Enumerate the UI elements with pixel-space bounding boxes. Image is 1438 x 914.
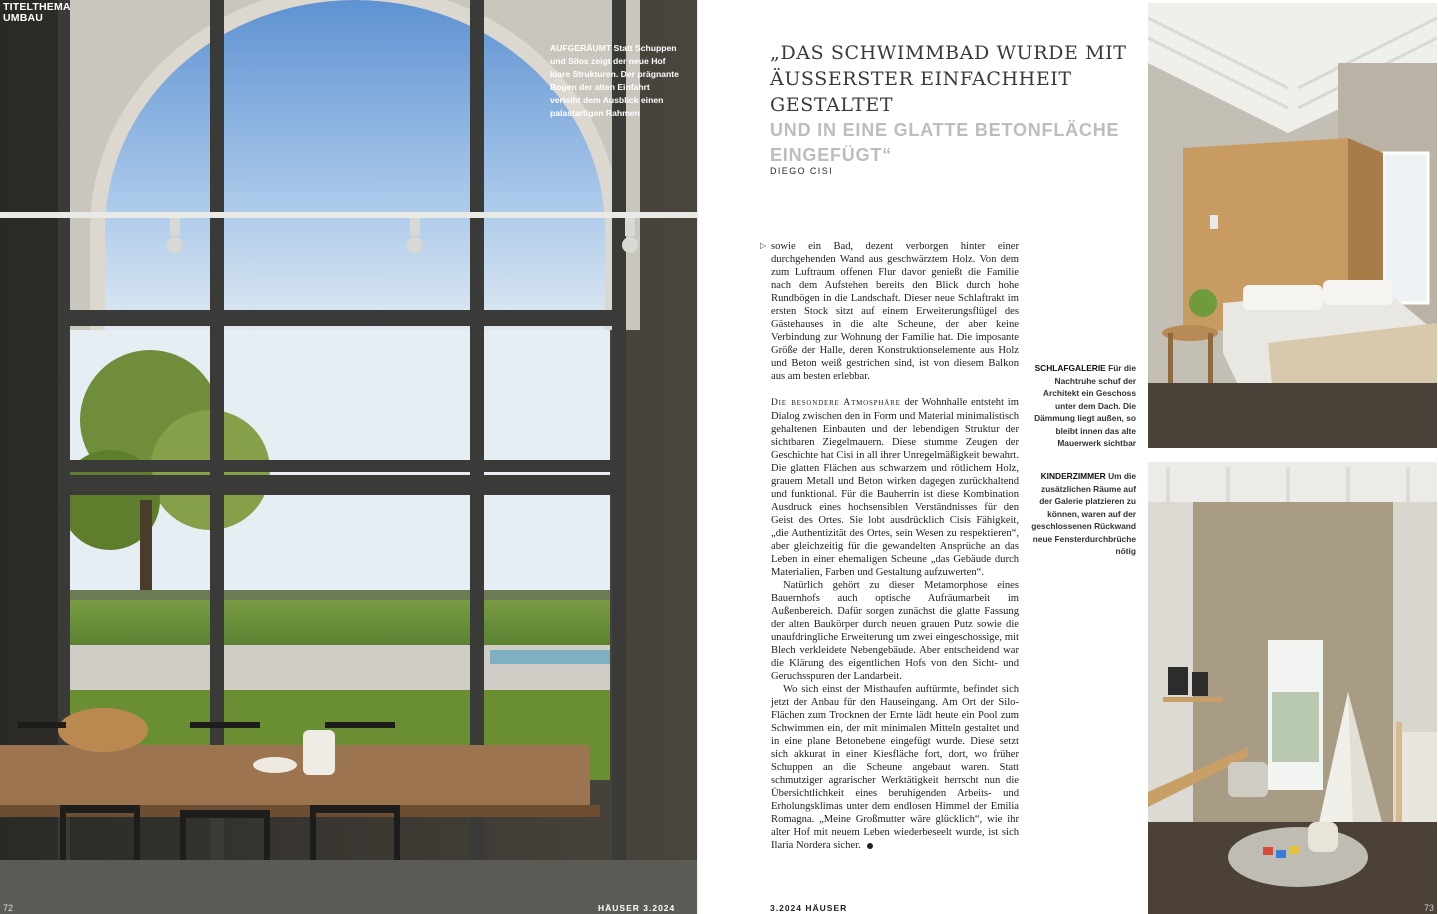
page-gutter	[697, 0, 699, 914]
hall-window-photo	[0, 0, 697, 914]
section-tag-line-2: UMBAU	[3, 12, 44, 24]
bedroom-photo	[1148, 3, 1437, 448]
paragraph-2-lead: Die besondere Atmosphäre	[771, 398, 901, 408]
caption-kidsroom-text: Um die zusätzlichen Räume auf der Galerie platzieren zu können, waren auf der geschlossenen Rückwand neue Fensterdurchbrüche nötig	[1031, 471, 1136, 556]
caption-lead: AUFGERÄUMT	[550, 43, 614, 53]
kids-room-photo	[1148, 462, 1437, 914]
section-tag-line-1: TITELTHEMA	[3, 1, 71, 13]
continuation-arrow-icon: ▷	[760, 241, 767, 250]
end-mark-icon	[867, 843, 873, 849]
caption-kidsroom-lead: KINDERZIMMER	[1040, 471, 1109, 481]
hall-window-illustration	[0, 0, 697, 914]
caption-bedroom-text: Für die Nachtruhe schuf der Architekt ein Geschoss unter dem Dach. Die Dämmung liegt außen, so bleibt innen das alte Mauerwerk sichtbar	[1034, 363, 1136, 448]
paragraph-4-text: Wo sich einst der Misthaufen auftürmte, befindet sich jetzt der Anbau für den Hauseingang. Am Ort der Silo-Flächen zum Trocknen der Ernte lädt heute ein Pool zum Schwimmen ein, der mit minimalen Mitteln gestaltet und in eine plane Betonebene eingefügt wurde. Diese setzt sich akkurat in einer Kiesfläche fort, dort, wo früher Schuppen an die Scheune angebaut waren. Statt schmutziger agrarischer Werktätigkeit herrscht nun die Übersichtlichkeit eines beruhigenden Arbeits- und Erholungsklimas unter dem endlosen Himmel der Emilia Romagna. „Meine Großmutter wäre glücklich“, wie ihr alter Hof mit neuem Leben wiederbeseelt wurde, ist sich Ilaria Nordera sicher.	[771, 684, 1019, 851]
photo-caption-left	[550, 42, 680, 120]
pull-quote-part-2: UND IN EINE GLATTE BETONFLÄCHE EINGEFÜGT“	[770, 120, 1120, 165]
caption-text: Statt Schuppen und Silos zeigt der neue Hof klare Strukturen. Der prägnante Bogen der alten Einfahrt verleiht dem Ausblick einen palastartigen Rahmen	[550, 43, 679, 118]
pull-quote	[770, 40, 1130, 168]
pull-quote-part-1: „DAS SCHWIMMBAD WURDE MIT ÄUSSERSTER EINFACHHEIT GESTALTET	[770, 42, 1127, 116]
section-tag	[3, 2, 71, 24]
quote-author: DIEGO CISI	[770, 166, 834, 176]
paragraph-4	[771, 683, 1019, 852]
paragraph-1-text: sowie ein Bad, dezent verborgen hinter einer durchgehenden Wand aus geschwärztem Holz. Von dem zum Luftraum offenen Flur davor genießt die Familie nach dem Aufstehen bereits den Blick durch hohe Rundbögen in die Landschaft. Dieser neue Schlaftrakt im ersten Stock sitzt auf einem Erweiterungsflügel des Gästehauses in die alte Scheune, der aber keine Verbindung zur Wohnung der Familie hat. Die imposante Größe der Halle, deren Konstruktionselemente aus Holz und Beton weiß gestrichen sind, ist von diesem Balkon aus am besten erlebbar.	[771, 241, 1019, 382]
paragraph-3	[771, 579, 1019, 683]
page-number-right: 73	[1424, 903, 1435, 913]
caption-bedroom-lead: SCHLAFGALERIE	[1034, 363, 1109, 373]
kids-room-illustration	[1148, 462, 1437, 914]
paragraph-2-text: der Wohnhalle entsteht im Dialog zwischen den in Form und Material minimalistisch gehaltenen Einbauten und der lebendigen Struktur der sichtbaren Ziegelmauern. Diese stumme Zeugen der Geschichte hat Cisi in all ihrer Unregelmäßigkeit bewahrt. Die glatten Flächen aus schwarzem und rötlichem Holz, grauem Metall und Beton wirken dagegen zurückhaltend und funktional. Für die Bauherrin ist diese Kombination Ausdruck eines hochsensiblen Verständnisses für den Geist des Ortes. Sie lobt ausdrücklich Cisis Fähigkeit, „die Authentizität des Ortes, sein Wesen zu respektieren“, aber gleichzeitig für die gewandelten Ansprüche an das Leben in einer ehemaligen Scheune „das Gebäude durch Materialien, Farben und Gestaltung aufzuwerten“.	[771, 397, 1019, 578]
footer-left: HÄUSER 3.2024	[598, 903, 676, 913]
bedroom-illustration	[1148, 3, 1437, 448]
paragraph-2	[771, 396, 1019, 579]
caption-bedroom	[1028, 362, 1136, 450]
page-number-left: 72	[3, 903, 14, 913]
article-body	[771, 240, 1019, 852]
caption-kidsroom	[1028, 470, 1136, 558]
paragraph-1	[771, 240, 1019, 383]
footer-right: 3.2024 HÄUSER	[770, 903, 848, 913]
paragraph-3-text: Natürlich gehört zu dieser Metamorphose eines Bauernhofs auch optische Aufräumarbeit im Außenbereich. Dafür sorgen zunächst die glatte Fassung der alten Baukörper durch neuen grauen Putz sowie die unaufdringliche Erweiterung um zwei eingeschossige, mit Blech verkleidete Nebengebäude. Aber entscheidend war die Klärung des eigentlichen Hofs von den Sicht- und Geruchsspuren der Landarbeit.	[771, 580, 1019, 682]
